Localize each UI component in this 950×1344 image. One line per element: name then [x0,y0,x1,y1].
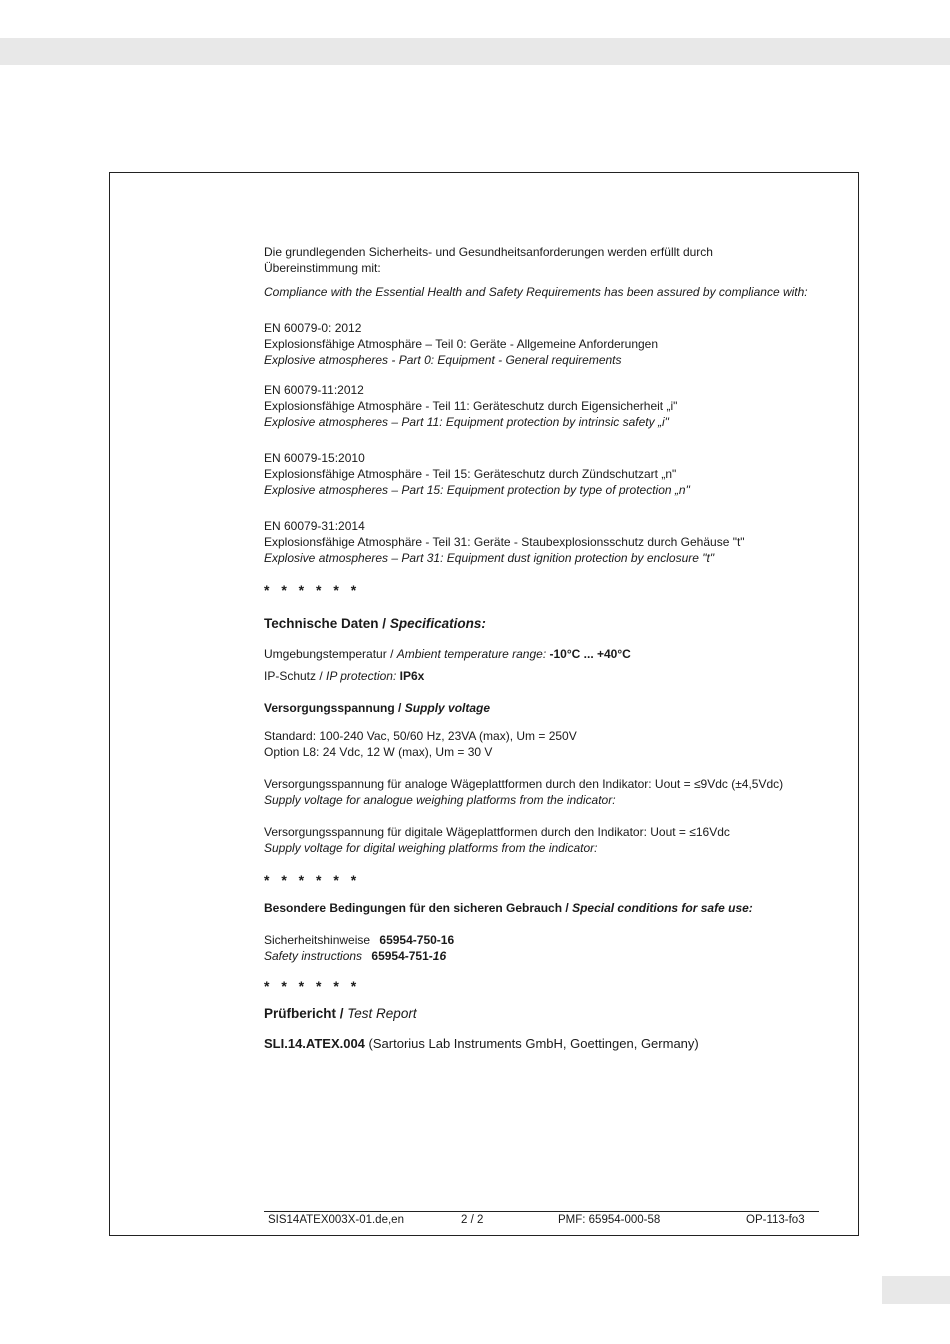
safety-notes-en [264,948,824,964]
standard-de: Explosionsfähige Atmosphäre - Teil 15: Geräteschutz durch Zündschutzart „n" [264,467,677,481]
supply-heading [264,700,824,716]
supply-heading-de: Versorgungsspannung / [264,701,402,715]
temperature-label-en: Ambient temperature range: [396,647,547,661]
ip-line [264,668,824,684]
safety-value-en-suffix: 16 [432,949,447,963]
standard-en: Explosive atmospheres – Part 11: Equipment protection by intrinsic safety „i" [264,415,669,429]
temperature-label-de: Umgebungstemperatur / [264,647,394,661]
separator-stars: * * * * * * [264,582,361,598]
supply-standard: Standard: 100-240 Vac, 50/60 Hz, 23VA (max), Um = 250V [264,729,577,743]
standard-block [264,320,824,368]
separator-stars: * * * * * * [264,978,361,994]
standard-code: EN 60079-15:2010 [264,451,365,465]
safety-value-de: 65954-750-16 [379,933,455,947]
safety-value-en: 65954-751- [371,949,433,963]
intro-de-line1: Die grundlegenden Sicherheits- und Gesundheitsanforderungen werden erfüllt durch [264,245,713,259]
conditions-heading-de: Besondere Bedingungen für den sicheren Gebrauch / [264,901,569,915]
specs-heading-de: Technische Daten / [264,616,387,631]
report-heading-en: Test Report [347,1006,417,1021]
ip-label-de: IP-Schutz / [264,669,323,683]
footer-page-number: 2 / 2 [461,1214,484,1226]
standard-block [264,518,824,566]
standard-de: Explosionsfähige Atmosphäre - Teil 11: Geräteschutz durch Eigensicherheit „i" [264,399,678,413]
safety-notes-de [264,932,824,948]
intro-en: Compliance with the Essential Health and Safety Requirements has been assured by compliance with: [264,285,808,299]
report-lab: (Sartorius Lab Instruments GmbH, Goettingen, Germany) [368,1036,699,1051]
standard-code: EN 60079-11:2012 [264,383,364,397]
ip-value: IP6x [399,669,425,683]
supply-option: Option L8: 24 Vdc, 12 W (max), Um = 30 V [264,745,493,759]
report-heading-de: Prüfbericht / [264,1006,344,1021]
standard-en: Explosive atmospheres – Part 31: Equipment dust ignition protection by enclosure "t" [264,551,715,565]
conditions-heading-en: Special conditions for safe use: [572,901,753,915]
standard-de: Explosionsfähige Atmosphäre - Teil 31: Geräte - Staubexplosionsschutz durch Gehäuse "t" [264,535,745,549]
footer-rule [264,1211,819,1212]
intro-de-line2: Übereinstimmung mit: [264,261,381,275]
digital-supply-de: Versorgungsspannung für digitale Wägeplattformen durch den Indikator: Uout = ≤16Vdc [264,825,730,839]
temperature-value: -10°C ... +40°C [549,647,631,661]
separator-stars: * * * * * * [264,872,361,888]
footer-doc-id: SIS14ATEX003X-01.de,en [268,1214,404,1226]
standard-block [264,450,824,498]
page-badge [882,1276,950,1304]
safety-label-en: Safety instructions [264,949,363,963]
analog-supply-en: Supply voltage for analogue weighing platforms from the indicator: [264,793,616,807]
report-heading [264,1006,824,1022]
temperature-line [264,646,824,662]
report-reference [264,1036,824,1052]
footer-pmf: PMF: 65954-000-58 [558,1214,661,1226]
standard-en: Explosive atmospheres – Part 15: Equipment protection by type of protection „n" [264,483,690,497]
digital-supply-en: Supply voltage for digital weighing platforms from the indicator: [264,841,598,855]
supply-heading-en: Supply voltage [404,701,491,715]
top-bar [0,38,950,65]
standard-block [264,382,824,430]
conditions-heading [264,900,824,916]
standard-en: Explosive atmospheres - Part 0: Equipment - General requirements [264,353,622,367]
report-number: SLI.14.ATEX.004 [264,1036,365,1051]
specs-heading [264,616,824,632]
standard-de: Explosionsfähige Atmosphäre – Teil 0: Geräte - Allgemeine Anforderungen [264,337,659,351]
footer-form-id: OP-113-fo3 [746,1214,805,1226]
standard-code: EN 60079-0: 2012 [264,321,362,335]
safety-label-de: Sicherheitshinweise [264,933,371,947]
analog-supply-de: Versorgungsspannung für analoge Wägeplattformen durch den Indikator: Uout = ≤9Vdc (±4,5Vdc) [264,777,784,791]
specs-heading-en: Specifications: [389,616,486,631]
document-body [264,244,824,1052]
ip-label-en: IP protection: [326,669,397,683]
standard-code: EN 60079-31:2014 [264,519,365,533]
